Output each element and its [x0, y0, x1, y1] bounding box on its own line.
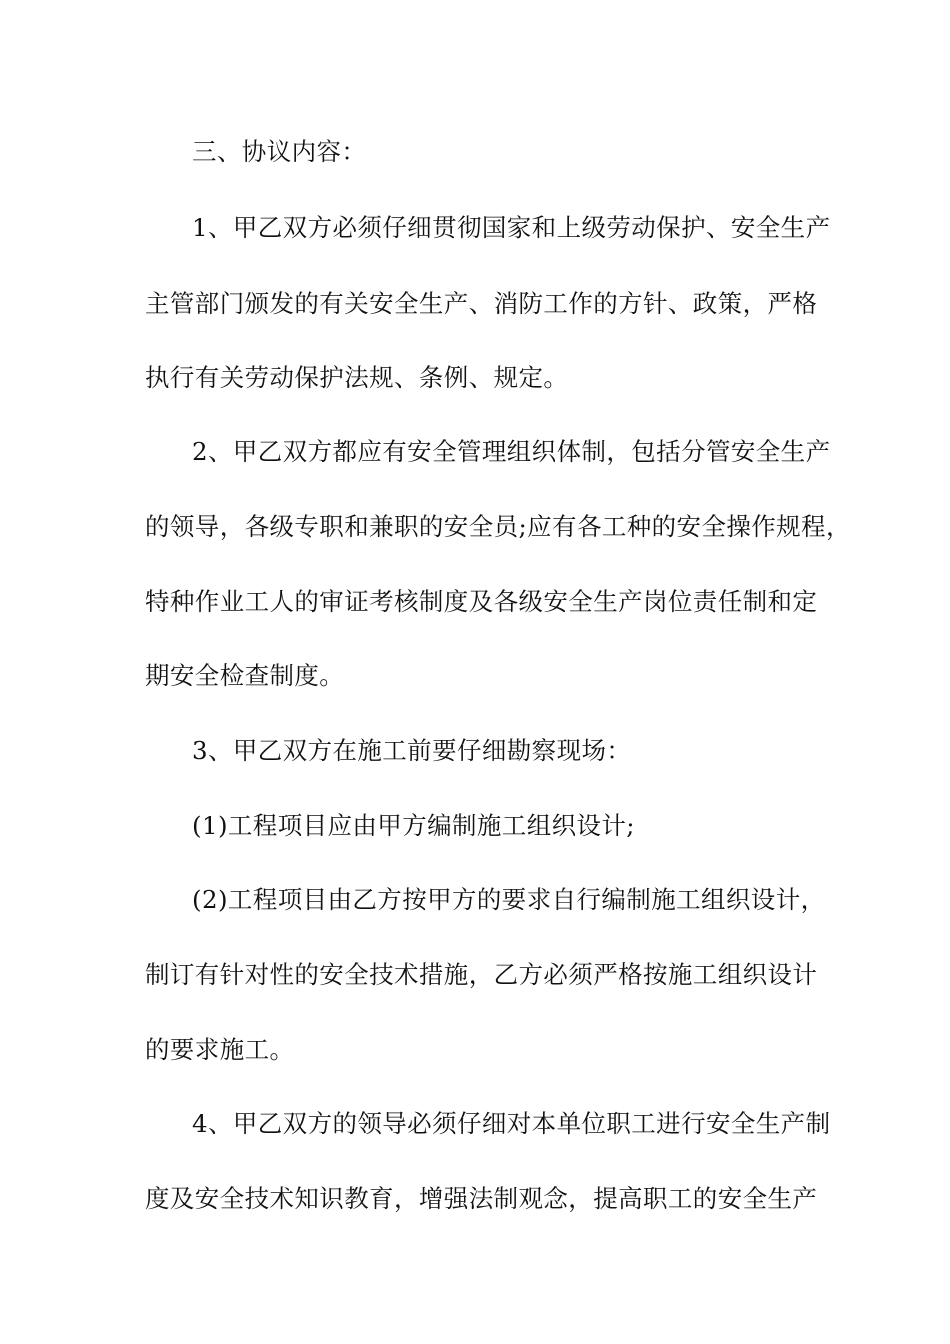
paragraph-line: (1)工程项目应由甲方编制施工组织设计; [192, 811, 635, 840]
paragraph-line: 3、甲乙双方在施工前要仔细勘察现场： [192, 736, 632, 765]
paragraph-line: 特种作业工人的审证考核制度及各级安全生产岗位责任制和定 [145, 587, 818, 616]
paragraph-line: 主管部门颁发的有关安全生产、消防工作的方针、政策，严格 [145, 289, 818, 318]
section-heading: 三、协议内容： [192, 137, 367, 166]
paragraph-line: 度及安全技术知识教育，增强法制观念，提高职工的安全生产 [145, 1184, 818, 1213]
paragraph-line: 制订有针对性的安全技术措施，乙方必须严格按施工组织设计 [145, 960, 818, 989]
paragraph-line: 2、甲乙双方都应有安全管理组织体制，包括分管安全生产 [192, 437, 831, 466]
paragraph-line: 的要求施工。 [145, 1035, 295, 1064]
paragraph-line: 1、甲乙双方必须仔细贯彻国家和上级劳动保护、安全生产 [192, 213, 831, 242]
paragraph-line: 执行有关劳动保护法规、条例、规定。 [145, 363, 569, 392]
paragraph-line: 4、甲乙双方的领导必须仔细对本单位职工进行安全生产制 [192, 1109, 831, 1138]
paragraph-line: (2)工程项目由乙方按甲方的要求自行编制施工组织设计， [192, 885, 826, 914]
paragraph-line: 的领导，各级专职和兼职的安全员;应有各工种的安全操作规程， [145, 512, 851, 541]
paragraph-line: 期安全检查制度。 [145, 661, 345, 690]
